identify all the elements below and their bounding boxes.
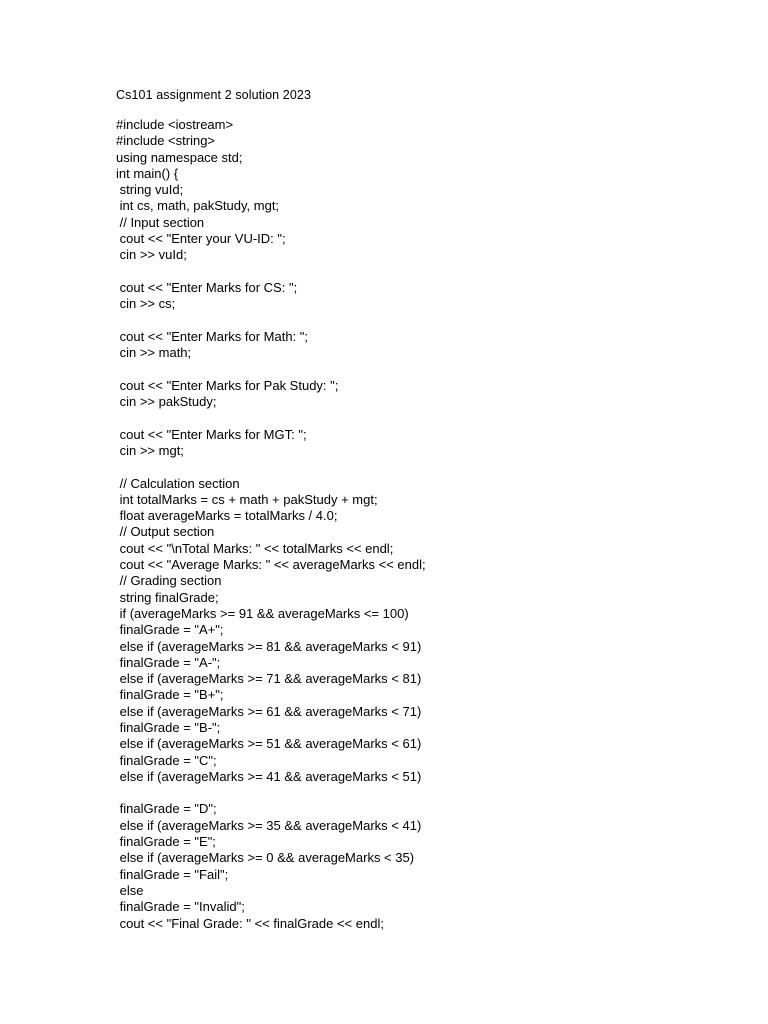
code-line: // Input section: [116, 214, 205, 230]
code-line: string vuId;: [116, 182, 184, 198]
code-line: #include <iostream>: [116, 117, 234, 132]
code-line: else if (averageMarks >= 71 && averageMarks < 81): [116, 671, 422, 687]
code-line: finalGrade = "A-";: [116, 654, 221, 670]
code-line: finalGrade = "A+";: [116, 622, 224, 638]
code-line: cin >> cs;: [116, 296, 176, 312]
code-line: cout << "Enter Marks for Pak Study: ";: [116, 377, 339, 393]
code-line: else if (averageMarks >= 35 && averageMarks < 41): [116, 817, 422, 833]
code-line: int main() {: [116, 165, 179, 181]
code-line: string finalGrade;: [116, 589, 219, 605]
code-line: cin >> pakStudy;: [116, 394, 217, 410]
code-line: else if (averageMarks >= 81 && averageMarks < 91): [116, 638, 422, 654]
code-line: cout << "Enter your VU-ID: ";: [116, 231, 286, 247]
code-line: cout << "\nTotal Marks: " << totalMarks << endl;: [116, 540, 394, 556]
code-line: cout << "Enter Marks for MGT: ";: [116, 426, 307, 442]
code-line: cin >> mgt;: [116, 442, 184, 458]
code-line: // Calculation section: [116, 475, 240, 491]
code-line: cin >> math;: [116, 345, 192, 361]
code-line: [116, 264, 426, 280]
code-line: cout << "Final Grade: " << finalGrade << endl;: [116, 915, 384, 931]
code-line: // Output section: [116, 524, 215, 540]
code-line: else if (averageMarks >= 51 && averageMarks < 61): [116, 736, 422, 752]
code-line: // Grading section: [116, 573, 222, 589]
code-line: cout << "Average Marks: " << averageMarks << endl;: [116, 557, 426, 573]
code-line: finalGrade = "Fail";: [116, 866, 229, 882]
code-line: int totalMarks = cs + math + pakStudy + mgt;: [116, 491, 378, 507]
document-title: Cs101 assignment 2 solution 2023: [116, 88, 311, 102]
code-line: finalGrade = "E";: [116, 834, 216, 850]
code-line: finalGrade = "B+";: [116, 687, 224, 703]
code-line: finalGrade = "C";: [116, 752, 217, 768]
code-line: using namespace std;: [116, 149, 243, 165]
code-line: else if (averageMarks >= 61 && averageMarks < 71): [116, 703, 422, 719]
code-line: finalGrade = "B-";: [116, 719, 221, 735]
code-line: [116, 459, 426, 475]
code-line: cout << "Enter Marks for CS: ";: [116, 279, 298, 295]
code-line: float averageMarks = totalMarks / 4.0;: [116, 508, 338, 524]
code-line: finalGrade = "D";: [116, 801, 217, 817]
code-line: if (averageMarks >= 91 && averageMarks <= 100): [116, 605, 409, 621]
code-line: else if (averageMarks >= 41 && averageMarks < 51): [116, 768, 422, 784]
code-line: finalGrade = "Invalid";: [116, 899, 245, 915]
code-line: cout << "Enter Marks for Math: ";: [116, 328, 309, 344]
code-line: [116, 785, 426, 801]
code-line: cin >> vuId;: [116, 247, 187, 263]
code-line: int cs, math, pakStudy, mgt;: [116, 198, 280, 214]
code-block: [116, 117, 426, 932]
code-line: [116, 361, 426, 377]
code-line: [116, 313, 426, 329]
code-line: else: [116, 882, 144, 898]
code-line: [116, 410, 426, 426]
code-line: #include <string>: [116, 133, 216, 149]
code-line: else if (averageMarks >= 0 && averageMarks < 35): [116, 850, 415, 866]
